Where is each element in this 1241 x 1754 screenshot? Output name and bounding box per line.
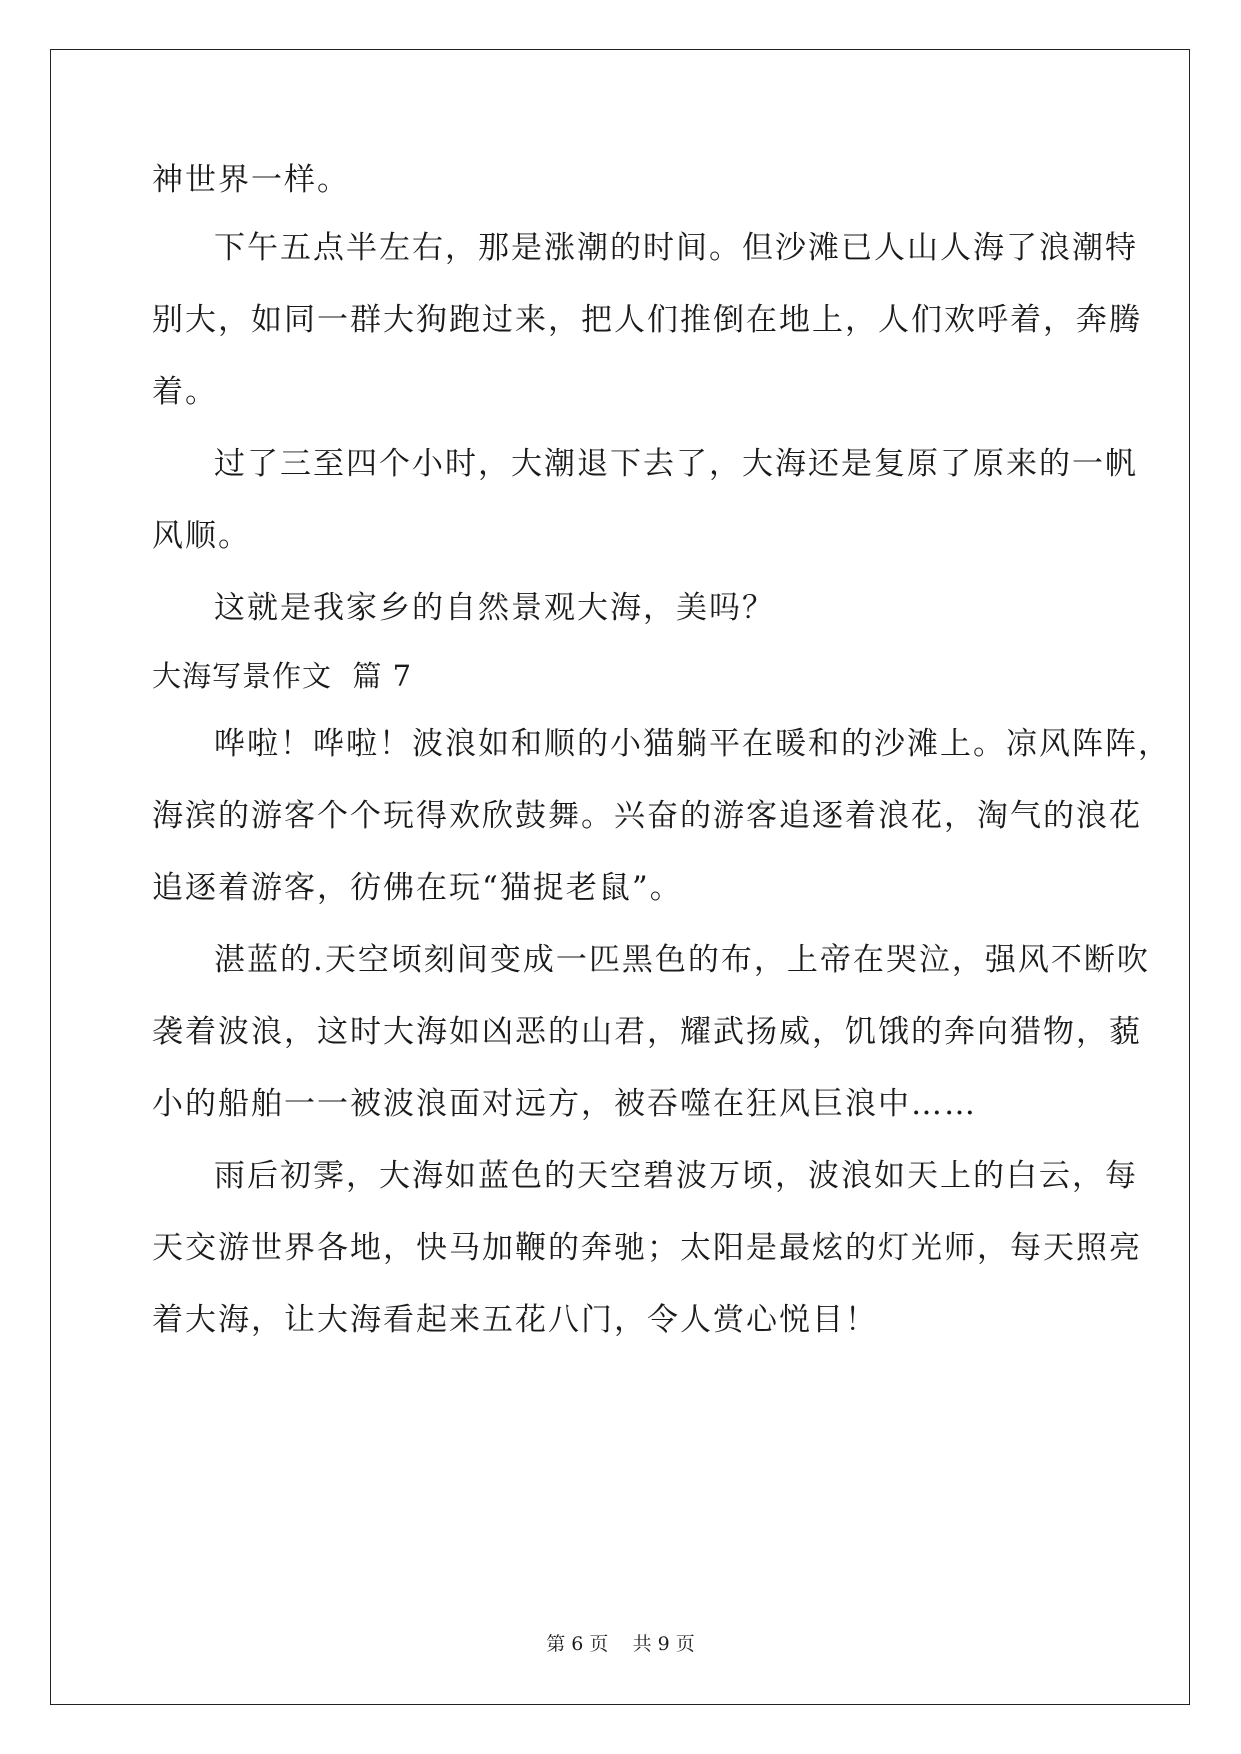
text-line: 着。: [152, 374, 218, 410]
paragraph-first-line: 雨后初霁，大海如蓝色的天空碧波万顷，波浪如天上的白云，每: [214, 1158, 1138, 1194]
section-heading: 大海写景作文 篇 7: [152, 659, 413, 693]
page-number-footer: 第 6 页 共 9 页: [546, 1633, 695, 1655]
paragraph-first-line: 过了三至四个小时，大潮退下去了，大海还是复原了原来的一帆: [214, 446, 1138, 482]
text-line: 追逐着游客，彷佛在玩“猫捉老鼠”。: [152, 870, 683, 906]
paragraph-first-line: 这就是我家乡的自然景观大海，美吗？: [214, 590, 775, 626]
paragraph-first-line: 哗啦！哗啦！波浪如和顺的小猫躺平在暖和的沙滩上。凉风阵阵，: [214, 726, 1171, 762]
paragraph-first-line: 湛蓝的.天空顷刻间变成一匹黑色的布，上帝在哭泣，强风不断吹: [214, 942, 1150, 978]
text-line: 着大海，让大海看起来五花八门，令人赏心悦目！: [152, 1302, 878, 1338]
text-line: 袭着波浪，这时大海如凶恶的山君，耀武扬威，饥饿的奔向猎物，藐: [152, 1014, 1142, 1050]
text-line: 海滨的游客个个玩得欢欣鼓舞。兴奋的游客追逐着浪花，淘气的浪花: [152, 798, 1142, 834]
text-line: 天交游世界各地，快马加鞭的奔驰；太阳是最炫的灯光师，每天照亮: [152, 1230, 1142, 1266]
text-line: 风顺。: [152, 518, 251, 554]
paragraph-first-line: 下午五点半左右，那是涨潮的时间。但沙滩已人山人海了浪潮特: [214, 230, 1138, 266]
text-line: 神世界一样。: [152, 162, 350, 198]
text-line: 别大，如同一群大狗跑过来，把人们推倒在地上，人们欢呼着，奔腾: [152, 302, 1142, 338]
text-line: 小的船舶一一被波浪面对远方，被吞噬在狂风巨浪中……: [152, 1086, 977, 1122]
